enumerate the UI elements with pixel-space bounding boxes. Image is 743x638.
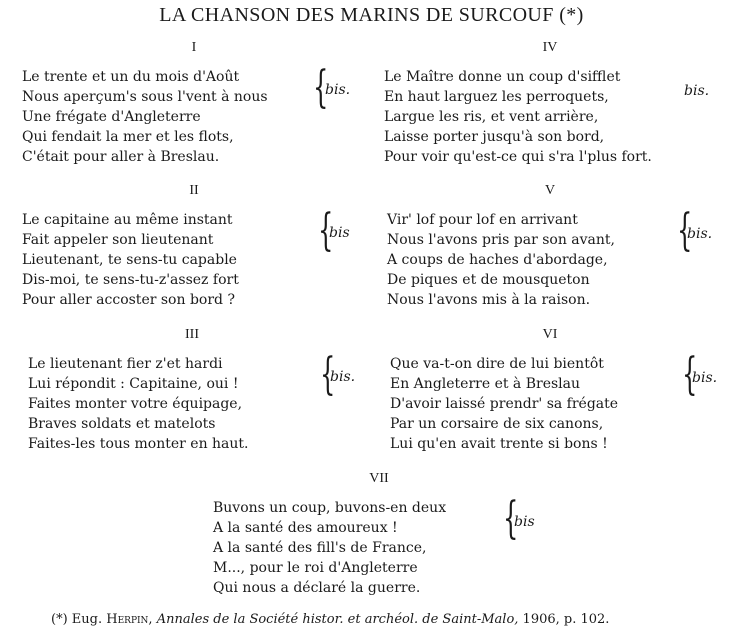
- verse-line: Vir' lof pour lof en arrivant: [387, 212, 578, 228]
- stanza-number: III: [185, 327, 199, 342]
- verse-line: M..., pour le roi d'Angleterre: [213, 560, 418, 576]
- verse-line: Une frégate d'Angleterre: [22, 109, 201, 125]
- verse-line: Le trente et un du mois d'Août: [22, 69, 240, 85]
- stanza-number: IV: [542, 40, 558, 55]
- verse-line: A la santé des amoureux !: [213, 520, 398, 536]
- verse-line: Faites monter votre équipage,: [28, 396, 243, 412]
- footnote-source: Annales de la Société histor. et archéol. de Saint-Malo,: [156, 612, 519, 627]
- bis-refrain: bis.: [692, 370, 718, 386]
- stanza-number: I: [191, 40, 197, 55]
- verse-line: Buvons un coup, buvons-en deux: [213, 500, 447, 516]
- footnote-marker: (*): [51, 612, 68, 627]
- footnote-author-first: Eug.: [71, 612, 103, 627]
- verse-line: Nous l'avons mis à la raison.: [387, 292, 591, 308]
- verse-line: Par un corsaire de six canons,: [390, 416, 604, 432]
- brace: {: [313, 62, 329, 113]
- verse-line: Qui fendait la mer et les flots,: [22, 129, 234, 145]
- brace: {: [682, 349, 698, 400]
- verse-line: Largue les ris, et vent arrière,: [384, 109, 599, 125]
- verse-line: En haut larguez les perroquets,: [384, 89, 609, 105]
- verse-line: Lieutenant, te sens-tu capable: [22, 252, 237, 268]
- verse-line: En Angleterre et à Breslau: [390, 376, 581, 392]
- verse-line: Le lieutenant fier z'et hardi: [28, 356, 223, 372]
- verse-line: Le capitaine au même instant: [22, 212, 233, 228]
- verse-line: Lui répondit : Capitaine, oui !: [28, 376, 239, 392]
- bis-refrain: bis.: [325, 82, 351, 98]
- verse-line: Qui nous a déclaré la guerre.: [213, 580, 421, 596]
- verse-line: A la santé des fill's de France,: [213, 540, 427, 556]
- brace: {: [320, 349, 336, 400]
- verse-line: Nous l'avons pris par son avant,: [387, 232, 615, 248]
- verse-line: Que va-t-on dire de lui bientôt: [390, 356, 604, 372]
- verse-line: Pour voir qu'est-ce qui s'ra l'plus fort.: [384, 149, 652, 165]
- bis-refrain: bis: [329, 225, 350, 241]
- brace: {: [677, 205, 693, 256]
- verse-line: Nous aperçum's sous l'vent à nous: [22, 89, 268, 105]
- bis-refrain: bis.: [687, 226, 713, 242]
- verse-line: Faites-les tous monter en haut.: [28, 436, 249, 452]
- bis-refrain: bis.: [330, 369, 356, 385]
- bis-refrain: bis.: [684, 83, 710, 99]
- verse-line: Lui qu'en avait trente si bons !: [390, 436, 608, 452]
- verse-line: Fait appeler son lieutenant: [22, 232, 214, 248]
- stanza-number: V: [544, 183, 556, 198]
- verse-line: Laisse porter jusqu'à son bord,: [384, 129, 605, 145]
- brace: {: [503, 493, 519, 544]
- footnote-author-last: Herpin,: [106, 612, 153, 627]
- verse-line: D'avoir laissé prendr' sa frégate: [390, 396, 619, 412]
- verse-line: De piques et de mousqueton: [387, 272, 590, 288]
- verse-line: C'était pour aller à Breslau.: [22, 149, 220, 165]
- verse-line: Pour aller accoster son bord ?: [22, 292, 235, 308]
- brace: {: [318, 205, 334, 256]
- verse-line: Dis-moi, te sens-tu-z'assez fort: [22, 272, 239, 288]
- footnote: [51, 612, 609, 627]
- footnote-details: 1906, p. 102.: [522, 612, 610, 627]
- verse-line: Le Maître donne un coup d'sifflet: [384, 69, 621, 85]
- stanza-number: VII: [369, 471, 389, 486]
- verse-line: Braves soldats et matelots: [28, 416, 216, 432]
- verse-line: A coups de haches d'abordage,: [387, 252, 608, 268]
- page-title: LA CHANSON DES MARINS DE SURCOUF (*): [159, 4, 584, 26]
- bis-refrain: bis: [514, 514, 535, 530]
- stanza-number: VI: [542, 327, 558, 342]
- stanza-number: II: [189, 183, 199, 198]
